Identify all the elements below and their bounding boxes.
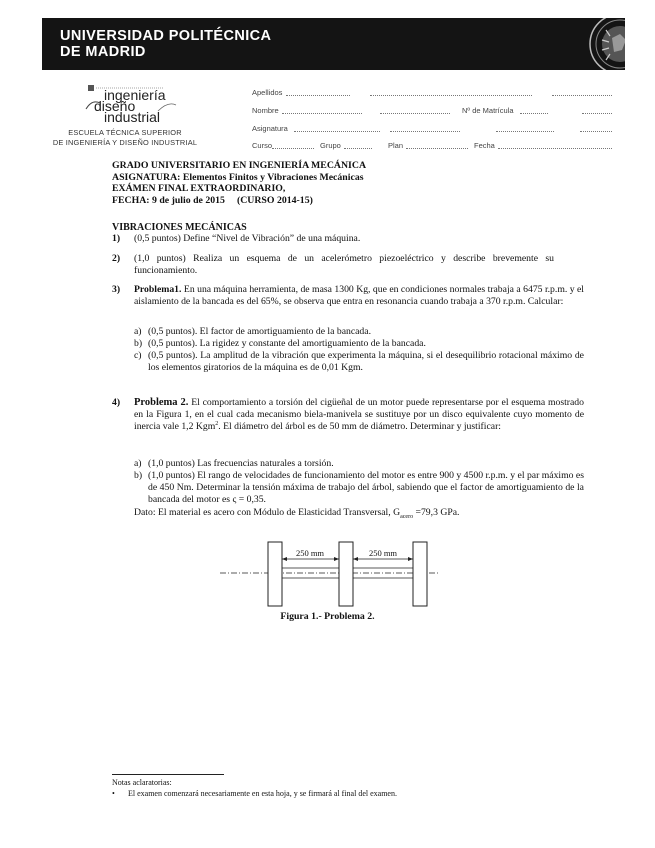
notes-item-1: [112, 788, 397, 799]
field-apellidos-3[interactable]: [552, 88, 612, 96]
school-name: [40, 128, 210, 148]
field-nombre-1[interactable]: [282, 106, 362, 114]
figure-caption: Figura 1.- Problema 2.: [280, 611, 375, 622]
disc-1: [268, 542, 282, 606]
q4b-text: (1,0 puntos) El rango de velocidades de funcionamiento del motor es entre 900 y 4500 r.p.m. y el par máximo es de 450 Nm. Determinar la tensión máxima de trabajo del árbol, sabiendo que el factor de amortiguamiento de la bancada del motor es ς = 0,35.: [148, 470, 584, 505]
notes-block: [112, 777, 397, 799]
q4-text-2: . El diámetro del árbol es de 50 mm de diámetro. Determinar y justificar:: [218, 420, 501, 432]
q4-label: Problema 2.: [134, 397, 189, 408]
dim-arrow-2a: [353, 557, 358, 561]
q4a-text: (1,0 puntos) Las frecuencias naturales a torsión.: [148, 458, 334, 469]
q4-body: [134, 397, 584, 432]
university-line-2: DE MADRID: [60, 44, 146, 60]
q1-text: (0,5 puntos) Define “Nivel de Vibración” de una máquina.: [134, 233, 361, 244]
field-curso[interactable]: [272, 141, 314, 149]
logo-word-3: industrial: [104, 109, 161, 125]
q4-data-1: Dato: El material es acero con Módulo de Elasticidad Transversal, G: [134, 507, 401, 518]
university-seal: [580, 18, 625, 70]
label-plan: Plan: [388, 141, 404, 150]
field-asignatura-2[interactable]: [390, 124, 460, 132]
figure-1: [220, 540, 440, 613]
label-matricula: Nº de Matrícula: [462, 106, 514, 115]
q3-label: Problema1.: [134, 284, 182, 295]
dim-label-1: 250 mm: [295, 548, 325, 558]
label-asignatura: Asignatura: [252, 124, 288, 133]
q3c-text: (0,5 puntos). La amplitud de la vibración que experimenta la máquina, si el desequilibrio rotacional máximo de los elementos giratorios de la máquina es de 0,01 Kgm.: [148, 350, 584, 373]
q4a-letter: a): [134, 458, 142, 469]
q2-text: (1,0 puntos) Realiza un esquema de un acelerómetro piezoeléctrico y describe brevemente su funcionamiento.: [134, 253, 554, 276]
q3a-letter: a): [134, 326, 142, 337]
q3a-text: (0,5 puntos). El factor de amortiguamiento de la bancada.: [148, 326, 372, 337]
label-apellidos: Apellidos: [252, 88, 283, 97]
subject-title: ASIGNATURA: Elementos Finitos y Vibraciones Mecánicas: [112, 171, 364, 183]
q3-text: En una máquina herramienta, de masa 1300 Kg, que en condiciones normales trabaja a 6475 r.p.m. y el aislamiento de la bancada es del 65%, se observa que entra en resonancia cuando trabaja a 370 r.p.m. Calcular:: [134, 284, 584, 307]
exam-date-line: [112, 195, 366, 207]
school-line-2: DE INGENIERÍA Y DISEÑO INDUSTRIAL: [52, 138, 198, 147]
university-line-1: UNIVERSIDAD POLITÉCNICA: [60, 28, 272, 44]
q3b-letter: b): [134, 338, 143, 349]
notes-item-1-text: El examen comenzará necesariamente en esta hoja, y se firmará al final del examen.: [128, 789, 397, 798]
field-plan[interactable]: [406, 141, 468, 149]
exam-date: FECHA: 9 de julio de 2015: [112, 194, 225, 206]
q2-number: 2): [112, 253, 121, 264]
course-year: (CURSO 2014-15): [236, 194, 313, 206]
label-fecha: Fecha: [474, 141, 495, 150]
q4-text-sup: 2: [215, 420, 219, 427]
q3b-text: (0,5 puntos). La rigidez y constante del amortiguamiento de la bancada.: [148, 338, 426, 349]
field-fecha[interactable]: [498, 141, 612, 149]
field-asignatura-3[interactable]: [496, 124, 554, 132]
q4-text-1: El comportamiento a torsión del cigüeñal de un motor puede representarse por el esquema mostrado en la Figura 1, en el cual cada mecanismo biela-manivela se sustituye por un disco equivalente cuyo momento de inercia vale 1,2 Kgm: [134, 397, 584, 432]
field-matricula-2[interactable]: [582, 106, 612, 114]
logo-word-2: diseño: [94, 98, 136, 114]
notes-divider: [112, 774, 224, 775]
university-name: [60, 28, 271, 60]
field-nombre-2[interactable]: [380, 106, 450, 114]
field-matricula-1[interactable]: [520, 106, 548, 114]
degree-title: GRADO UNIVERSITARIO EN INGENIERÍA MECÁNICA: [112, 160, 367, 171]
q4-data-sub: acero: [400, 513, 414, 520]
field-asignatura-4[interactable]: [580, 124, 612, 132]
q3-number: 3): [112, 284, 121, 295]
label-nombre: Nombre: [252, 106, 279, 115]
q3c-letter: c): [134, 350, 142, 361]
field-apellidos-2[interactable]: [370, 88, 532, 96]
label-curso: Curso: [252, 141, 273, 150]
q4-number: 4): [112, 397, 121, 408]
q4b-letter: b): [134, 470, 143, 481]
logo-wordmark: [94, 87, 166, 125]
school-line-1: ESCUELA TÉCNICA SUPERIOR: [68, 128, 182, 137]
label-grupo: Grupo: [320, 141, 341, 150]
q1-number: 1): [112, 233, 121, 244]
exam-type: EXÁMEN FINAL EXTRAORDINARIO,: [112, 183, 286, 195]
dim-arrow-1b: [334, 557, 339, 561]
q3-body: [134, 284, 584, 308]
q4-data: [134, 507, 584, 519]
field-asignatura-1[interactable]: [294, 124, 380, 132]
q4-data-2: =79,3 GPa.: [413, 507, 460, 518]
field-apellidos-1[interactable]: [286, 88, 350, 96]
dim-arrow-1a: [282, 557, 287, 561]
exam-title-block: [112, 160, 366, 206]
logo-word-1: ingeniería: [104, 87, 166, 103]
dim-label-2: 250 mm: [368, 548, 398, 558]
section-heading: VIBRACIONES MECÁNICAS: [112, 222, 247, 233]
disc-2: [339, 542, 353, 606]
notes-title: Notas aclaratorias:: [112, 778, 172, 787]
bullet: •: [112, 789, 115, 798]
disc-3: [413, 542, 427, 606]
field-grupo[interactable]: [344, 141, 372, 149]
dim-arrow-2b: [408, 557, 413, 561]
